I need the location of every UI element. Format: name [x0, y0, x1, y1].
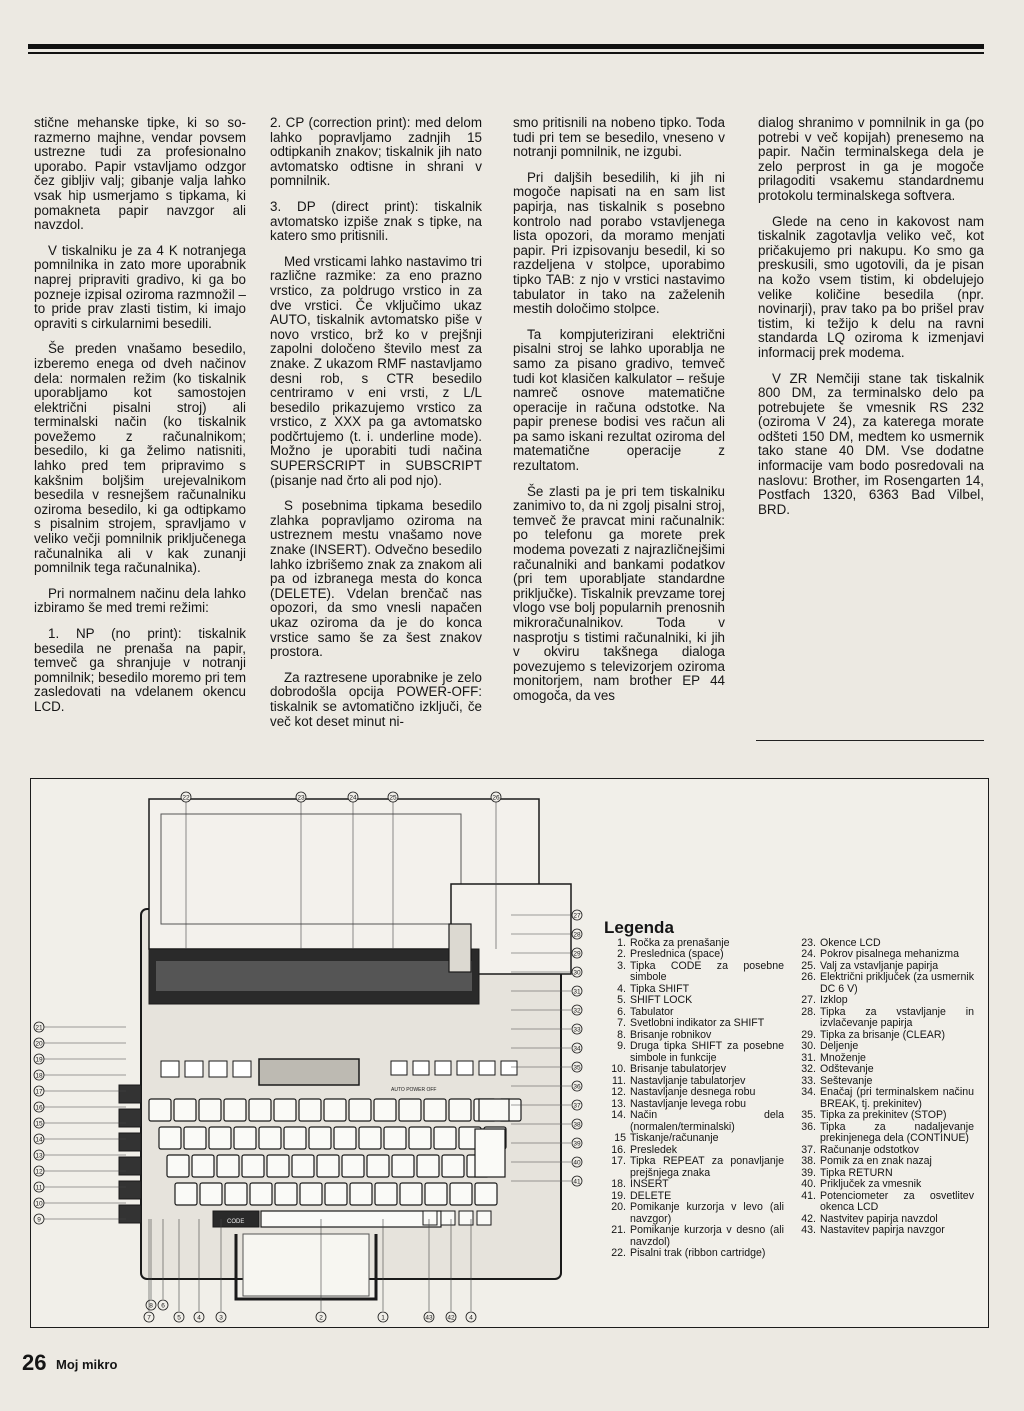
- legend-number: 25.: [801, 959, 816, 972]
- legend-item: [604, 1133, 784, 1145]
- paragraph: Še zlasti pa je pri tem tiskalniku zanimivo to, da ni zgolj pisalni stroj, temveč že pravcat mini računalnik: po telefonu ga morete prek modema povezati z najrazličnejšimi računalniki and bankami podatkov (pri tem uporabljate standardne priključke). Tiskalnik prevzame torej vlogo vse bolj popularnih prenosnih mikroračunalnikov. Toda v nasprotju s tistimi računalniki, ki jih v okviru takšnega dialoga povezujemo s televizorjem oziroma monitorjem, nam brother EP 44 omogoča, da ves: [513, 483, 725, 703]
- callout-left: 10: [35, 1200, 43, 1208]
- legend-text: Nastavljanje levega robu: [630, 1097, 747, 1110]
- keyboard-key: [174, 1099, 196, 1121]
- legend-number: 38.: [801, 1155, 816, 1167]
- magazine-name: Moj mikro: [56, 1357, 118, 1372]
- legend-number: 30.: [801, 1040, 816, 1052]
- paragraph: Pri daljših besedilih, ki jih ni mogoče napisati na en sam list papirja, nas tiskalnik s posebno kontrolo nad porabo vstavljenega lista opozori, da moramo menjati papir. Pri izpisovanju besedil, ki so razdeljena v stolpce, uporabimo tipko TAB: z njo v vrstici nastavimo tabulator in tako na zaželenih mestih določimo stolpce.: [513, 169, 725, 317]
- callout-right: 41: [573, 1178, 581, 1186]
- legend-number: 2.: [617, 948, 626, 960]
- legend-text: Brisanje robnikov: [630, 1028, 712, 1041]
- callout-top: 24: [349, 794, 357, 802]
- legend-number: 35.: [801, 1109, 816, 1121]
- keyboard-key: [250, 1183, 272, 1205]
- legend-text: Tipka za prekinitev (STOP): [820, 1109, 947, 1121]
- callout-bottom: 5: [177, 1314, 181, 1322]
- function-key: [185, 1061, 203, 1077]
- legend-item: [794, 1064, 974, 1076]
- paragraph: 2. CP (correction print): med delom lahko popravljamo zadnjih 15 odtipkanih znakov; tiskalnik jih nato avtomatsko odtisne in shrani v pomnilnik.: [270, 115, 482, 189]
- legend-text: Tipka RETURN: [820, 1166, 893, 1179]
- callout-left: 13: [35, 1152, 43, 1160]
- callout-bottom: 6: [161, 1302, 165, 1310]
- paragraph: stične mehanske tipke, ki so so-razmerno majhne, vendar povsem ustrezne tudi za profesionalno uporabo. Papir vstavljamo odzgor čez gibljiv valj; gibanje valja lahko vsak hip usmerjamo s tipkama, ki pomakneta papir navzgor ali navzdol.: [34, 115, 246, 233]
- legend-number: 19.: [611, 1189, 626, 1202]
- keyboard-key: [367, 1155, 389, 1177]
- arrow-key: [477, 1211, 491, 1225]
- legend-number: 43.: [801, 1224, 816, 1236]
- legend-text: Nastavitev papirja navzgor: [820, 1224, 945, 1236]
- legend-number: 31.: [801, 1051, 816, 1064]
- keyboard-key: [259, 1127, 281, 1149]
- keyboard-key: [400, 1183, 422, 1205]
- keyboard-key: [324, 1099, 346, 1121]
- legend-number: 12.: [611, 1086, 626, 1098]
- header-rule: [28, 44, 984, 49]
- callout-right: 31: [573, 988, 581, 996]
- calc-key: [501, 1061, 517, 1075]
- legend-item: [794, 1110, 974, 1122]
- keyboard-key: [184, 1127, 206, 1149]
- legend-item: [604, 1225, 784, 1248]
- callout-left: 11: [35, 1184, 43, 1192]
- callout-bottom: 8: [149, 1302, 153, 1310]
- callout-bottom: 43: [425, 1314, 433, 1322]
- legend-item: [794, 1156, 974, 1168]
- keyboard-key: [209, 1127, 231, 1149]
- legend-number: 24.: [801, 948, 816, 960]
- legend-text: Druga tipka SHIFT za posebne simbole in funkcije: [630, 1040, 784, 1064]
- legend-number: 33.: [801, 1074, 816, 1087]
- callout-left: 9: [37, 1216, 41, 1224]
- callout-left: 19: [35, 1056, 43, 1064]
- paragraph: smo pritisnili na nobeno tipko. Toda tudi pri tem se besedilo, vneseno v notranji pomnilnik, ne izgubi.: [513, 115, 725, 160]
- legend-item: [604, 1018, 784, 1030]
- keyboard-key: [167, 1155, 189, 1177]
- legend-number: 34.: [801, 1086, 816, 1098]
- callout-right: 34: [573, 1045, 581, 1053]
- legend-number: 26.: [801, 971, 816, 983]
- legend-item: [794, 1007, 974, 1030]
- text-column-3: [513, 116, 725, 715]
- backspace-key: [479, 1099, 509, 1121]
- keyboard-key: [425, 1183, 447, 1205]
- paragraph: Med vrsticami lahko nastavimo tri različne razmike: za eno prazno vrstico, za poldrugo vrstico in za dve vrstici. Če vključimo ukaz AUTO, tiskalnik avtomatsko piše v novo vrstico, brž ko v prejšnji zapolni določeno število mest za znake. Z ukazom RMF nastavljamo desni rob, s CTR besedilo centriramo v eni vrsti, z L/L besedilo prikazujemo vrstico za vrstico, z XXX pa ga avtomatsko podčrtujemo (t. i. underline mode). Možno je uporabiti tudi načina SUPERSCRIPT in SUBSCRIPT (pisanje nad črto ali pod njo).: [270, 253, 482, 488]
- legend-item: [604, 1041, 784, 1064]
- callout-bottom: 42: [447, 1314, 455, 1322]
- legend-number: 37.: [801, 1143, 816, 1156]
- keyboard-key: [349, 1099, 371, 1121]
- legend-text: Okence LCD: [820, 936, 881, 949]
- keyboard-key: [149, 1099, 171, 1121]
- paragraph: 1. NP (no print): tiskalnik besedila ne prenaša na papir, temveč ga shranjuje v notranji pomnilnik; besedilo moremo pri tem zasledovati na vdelanem okencu LCD.: [34, 626, 246, 714]
- keyboard-key: [300, 1183, 322, 1205]
- keyboard-key: [242, 1155, 264, 1177]
- legend-number: 41.: [801, 1189, 816, 1202]
- keyboard-key: [192, 1155, 214, 1177]
- paragraph: Za raztresene uporabnike je zelo dobrodošla opcija POWER-OFF: tiskalnik se avtomatično izključi, če več kot deset minut ni-: [270, 669, 482, 729]
- legend-item: [604, 995, 784, 1007]
- callout-top: 22: [182, 794, 190, 802]
- keyboard-key: [249, 1099, 271, 1121]
- callout-right: 29: [573, 950, 581, 958]
- legend-number: 40.: [801, 1178, 816, 1190]
- callout-right: 38: [573, 1121, 581, 1129]
- legend-item: [794, 1225, 974, 1237]
- legend-text: Tabulator: [630, 1005, 674, 1018]
- keyboard-key: [299, 1099, 321, 1121]
- legend-number: 20.: [611, 1201, 626, 1213]
- legend-text: Tipka CODE za posebne simbole: [630, 959, 784, 983]
- platen: [156, 961, 472, 991]
- callout-left: 15: [35, 1120, 43, 1128]
- arrow-key: [441, 1211, 455, 1225]
- legend-number: 16.: [611, 1143, 626, 1156]
- text-column-2: [270, 116, 482, 740]
- keyboard-key: [284, 1127, 306, 1149]
- legend-text: Preslednica (space): [630, 948, 724, 960]
- callout-right: 39: [573, 1140, 581, 1148]
- callout-bottom: 7: [147, 1314, 151, 1322]
- keyboard-key: [342, 1155, 364, 1177]
- callout-left: 12: [35, 1168, 43, 1176]
- legend-text: Ročka za prenašanje: [630, 936, 730, 949]
- callout-right: 36: [573, 1083, 581, 1091]
- legend-number: 23.: [801, 936, 816, 949]
- keyboard-key: [442, 1155, 464, 1177]
- callout-right: 37: [573, 1102, 581, 1110]
- return-key: [475, 1129, 505, 1177]
- legend-number: 3.: [617, 959, 626, 972]
- keyboard-key: [234, 1127, 256, 1149]
- keyboard-key: [384, 1127, 406, 1149]
- legend-item: [604, 1202, 784, 1225]
- side-key: [119, 1181, 141, 1199]
- legend-text: Seštevanje: [820, 1074, 873, 1087]
- keyboard-key: [392, 1155, 414, 1177]
- legend-text: Električni priključek (za usmernik DC 6 V): [820, 971, 974, 995]
- keyboard-key: [275, 1183, 297, 1205]
- legend-text: Tipka SHIFT: [630, 982, 690, 995]
- legend-text: Valj za vstavljanje papirja: [820, 959, 939, 972]
- legend-text: Tipka REPEAT za ponavljanje prejšnjega znaka: [630, 1155, 784, 1179]
- legend-text: SHIFT LOCK: [630, 994, 693, 1006]
- legend-text: Tipka za brisanje (CLEAR): [820, 1028, 946, 1041]
- keyboard-key: [449, 1099, 471, 1121]
- legend-number: 9.: [617, 1040, 626, 1052]
- legend-item: [794, 949, 974, 961]
- legend-text: Pomik za en znak nazaj: [820, 1155, 932, 1167]
- keyboard-key: [175, 1183, 197, 1205]
- legend-text: Pokrov pisalnega mehanizma: [820, 948, 959, 960]
- legend-item: [794, 1191, 974, 1214]
- legend-number: 15: [614, 1132, 626, 1144]
- legend-text: Presledek: [630, 1143, 678, 1156]
- calc-key: [413, 1061, 429, 1075]
- legend-number: 29.: [801, 1028, 816, 1041]
- legend-text: Tipka za nadaljevanje prekinjenega dela (CONTINUE): [820, 1120, 974, 1144]
- keyboard-key: [217, 1155, 239, 1177]
- legend-item: [794, 1122, 974, 1145]
- calc-key: [391, 1061, 407, 1075]
- callout-right: 35: [573, 1064, 581, 1072]
- keyboard-key: [199, 1099, 221, 1121]
- lcd-window: [259, 1059, 359, 1085]
- column-end-rule: [756, 740, 984, 741]
- legend-column-left: [604, 938, 784, 1260]
- legend-number: 18.: [611, 1178, 626, 1190]
- legend-text: Množenje: [820, 1051, 866, 1064]
- keyboard-key: [224, 1099, 246, 1121]
- keyboard-key: [417, 1155, 439, 1177]
- side-key: [119, 1085, 141, 1103]
- paragraph: Še preden vnašamo besedilo, izberemo enega od dveh načinov dela: normalen režim (ko tiskalnik uporabljamo kot samostojen električni pisalni stroj) ali terminalski način (ko tiskalnik povežemo z računalnikom; besedilo, ki ga želimo natisniti, lahko pred tem pripravimo s kakšnim boljšim urejevalnikom besedila v resnejšem računalniku oziroma besedilo, ki ga odtipkamo s pisalnim strojem, spravljamo v veliko večji pomnilnik priključenega računalnika ali v kak zunanji pomnilnik tega računalnika).: [34, 341, 246, 576]
- keyboard-key: [309, 1127, 331, 1149]
- legend-item: [794, 1179, 974, 1191]
- legend-item: [604, 1087, 784, 1099]
- legend-text: Nastavljanje tabulatorjev: [630, 1074, 746, 1087]
- legend-item: [794, 972, 974, 995]
- legend-text: INSERT: [630, 1178, 669, 1190]
- callout-left: 14: [35, 1136, 43, 1144]
- callout-right: 30: [573, 969, 581, 977]
- callout-right: 32: [573, 1007, 581, 1015]
- keyboard-key: [374, 1099, 396, 1121]
- legend-text: Tipka za vstavljanje in izvlačevanje papirja: [820, 1005, 974, 1029]
- legend-number: 1.: [617, 936, 626, 949]
- legend-text: Odštevanje: [820, 1063, 874, 1075]
- legend-item: [604, 1110, 784, 1133]
- callout-left: 18: [35, 1072, 43, 1080]
- legend-item: [604, 961, 784, 984]
- space-bar: [261, 1211, 441, 1227]
- legend-number: 11.: [612, 1074, 626, 1087]
- legend: [604, 918, 984, 1260]
- legend-text: Tiskanje/računanje: [630, 1132, 719, 1144]
- keyboard-key: [424, 1099, 446, 1121]
- legend-text: Priključek za vmesnik: [820, 1178, 922, 1190]
- callout-top: 26: [492, 794, 500, 802]
- callout-bottom: 4: [197, 1314, 201, 1322]
- legend-item: [604, 1179, 784, 1191]
- legend-text: Svetlobni indikator za SHIFT: [630, 1017, 765, 1029]
- legend-text: Pomikanje kurzorja v desno (ali navzdol): [630, 1224, 784, 1248]
- keyboard-key: [225, 1183, 247, 1205]
- legend-column-right: [794, 938, 974, 1260]
- legend-text: Nastavljanje desnega robu: [630, 1086, 756, 1098]
- function-key: [233, 1061, 251, 1077]
- legend-text: Pomikanje kurzorja v levo (ali navzgor): [630, 1201, 784, 1225]
- callout-bottom: 3: [219, 1314, 223, 1322]
- callout-left: 16: [35, 1104, 43, 1112]
- legend-number: 27.: [801, 994, 816, 1006]
- paragraph: V tiskalniku je za 4 K notranjega pomnilnika in zato more uporabnik naprej pripraviti gradivo, ki ga bo pozneje izpisal oziroma razmnožil – to pride prav zlasti tistim, ki imajo opraviti s cirkularnimi besedili.: [34, 242, 246, 331]
- side-key: [119, 1205, 141, 1223]
- arrow-key: [423, 1211, 437, 1225]
- page-number: 26: [22, 1350, 47, 1375]
- legend-number: 22.: [611, 1247, 626, 1259]
- legend-number: 5.: [617, 994, 626, 1006]
- callout-right: 40: [573, 1159, 581, 1167]
- keyboard-key: [375, 1183, 397, 1205]
- callout-right: 33: [573, 1026, 581, 1034]
- keyboard-key: [334, 1127, 356, 1149]
- legend-text: Potenciometer za osvetlitev okenca LCD: [820, 1189, 974, 1213]
- legend-number: 32.: [801, 1063, 816, 1075]
- side-key: [119, 1109, 141, 1127]
- callout-bottom: 1: [381, 1314, 385, 1322]
- legend-number: 28.: [801, 1005, 816, 1018]
- keyboard-key: [267, 1155, 289, 1177]
- legend-number: 14.: [611, 1109, 626, 1121]
- legend-number: 4.: [617, 982, 626, 995]
- legend-item: [794, 1041, 974, 1053]
- callout-bottom: 2: [319, 1314, 323, 1322]
- handle-inner: [243, 1234, 369, 1296]
- calc-key: [457, 1061, 473, 1075]
- legend-text: Izklop: [820, 994, 848, 1006]
- keyboard-key: [399, 1099, 421, 1121]
- calc-key: [435, 1061, 451, 1075]
- function-key: [161, 1061, 179, 1077]
- legend-title: Legenda: [604, 918, 674, 937]
- legend-text: Deljenje: [820, 1040, 859, 1052]
- ribbon-cartridge: [449, 924, 471, 972]
- keyboard-key: [359, 1127, 381, 1149]
- paragraph: Pri normalnem načinu dela lahko izbiramo še med tremi režimi:: [34, 585, 246, 616]
- callout-left: 21: [35, 1024, 43, 1032]
- code-key-label: CODE: [227, 1219, 245, 1225]
- legend-text: Pisalni trak (ribbon cartridge): [630, 1247, 766, 1259]
- keyboard-key: [350, 1183, 372, 1205]
- callout-top: 23: [297, 794, 305, 802]
- header-rule-thin: [28, 52, 984, 54]
- legend-number: 36.: [801, 1120, 816, 1133]
- legend-number: 21.: [611, 1224, 626, 1236]
- legend-item: [794, 995, 974, 1007]
- legend-number: 42.: [801, 1212, 816, 1225]
- keyboard-key: [409, 1127, 431, 1149]
- keyboard-key: [317, 1155, 339, 1177]
- legend-number: 13.: [611, 1097, 626, 1110]
- keyboard-key: [434, 1127, 456, 1149]
- paragraph: V ZR Nemčiji stane tak tiskalnik 800 DM, za terminalsko delo pa potrebujete še vmesnik RS 232 (oziroma V 24), za katerega morate odšteti 150 DM, medtem ko usmernik tako stane 40 DM. Vse dodatne informacije vam bodo posredovali na naslovu: Brother, im Rosengarten 14, Postfach 1320, 6363 Bad Vilbel, BRD.: [758, 370, 984, 517]
- legend-number: 39.: [801, 1166, 816, 1179]
- text-column-1: [34, 116, 246, 726]
- callout-bottom: 4: [469, 1314, 473, 1322]
- side-key: [119, 1157, 141, 1175]
- legend-number: 8.: [617, 1028, 626, 1041]
- paragraph: dialog shranimo v pomnilnik in ga (po potrebi v več kopijah) prenesemo na papir. Način terminalskega dela je zelo perprost in ga je mogoče prilagoditi vsakemu standardnemu protokolu terminalskega softvera.: [758, 115, 984, 203]
- keyboard-key: [200, 1183, 222, 1205]
- legend-item: [604, 1248, 784, 1260]
- paragraph: S posebnima tipkama besedilo zlahka popravljamo oziroma na ustreznem mestu vnašamo nove znake (INSERT). Odvečno besedilo lahko izbrišemo znak za znakom ali pa od izbranega mesta do konca (DELETE). Vdelan brenčač nas opozori, da smo vnesli napačen ukaz oziroma da je do konca vrstice samo še za šest znakov prostora.: [270, 498, 482, 660]
- legend-number: 17.: [611, 1155, 626, 1167]
- legend-text: Nastvitev papirja navzdol: [820, 1212, 938, 1225]
- legend-text: Način dela (normalen/terminalski): [630, 1109, 784, 1133]
- keyboard-key: [325, 1183, 347, 1205]
- legend-text: Enačaj (pri terminalskem načinu BREAK, tj. prekinitev): [820, 1086, 974, 1110]
- keyboard-key: [159, 1127, 181, 1149]
- side-key: [119, 1133, 141, 1151]
- callout-right: 27: [573, 912, 581, 920]
- paragraph: Glede na ceno in kakovost nam tiskalnik zagotavlja veliko več, kot pričakujemo pri nakupu. Ko smo ga preskusili, smo ugotovili, da je pisan na kožo vsem tistim, ki obdelujejo velike količine besedila (npr. novinarji), prav tako pa bo prišel prav tistim, ki težijo k delu na ravni standarda LQ oziroma k izmenjavi informacij prek modema.: [758, 213, 984, 360]
- text-column-4: [758, 116, 984, 528]
- paragraph: Ta kompjuterizirani električni pisalni stroj se lahko uporablja ne samo za pisano gradivo, temveč tudi kot klasičen kalkulator – rešuje namreč osnove matematične operacije in računa odstotke. Na papir prenese bodisi ves račun ali pa samo iskani rezultat oziroma del matematične operacije z rezultatom.: [513, 326, 725, 474]
- callout-left: 20: [35, 1040, 43, 1048]
- callout-top: 25: [389, 794, 397, 802]
- legend-item: [604, 949, 784, 961]
- keyboard-key: [274, 1099, 296, 1121]
- callout-right: 28: [573, 931, 581, 939]
- legend-item: [604, 1064, 784, 1076]
- legend-text: DELETE: [630, 1189, 672, 1202]
- keyboard-key: [450, 1183, 472, 1205]
- legend-number: 6.: [617, 1005, 626, 1018]
- paragraph: 3. DP (direct print): tiskalnik avtomatsko izpiše znak s tipke, na katero smo pritisnili.: [270, 198, 482, 244]
- legend-number: 10.: [611, 1063, 626, 1075]
- function-key: [209, 1061, 227, 1077]
- keyboard-key: [292, 1155, 314, 1177]
- legend-text: Računanje odstotkov: [820, 1143, 919, 1156]
- legend-number: 7.: [617, 1017, 626, 1029]
- callout-left: 17: [35, 1088, 43, 1096]
- keyboard-key: [475, 1183, 497, 1205]
- power-off-label: AUTO POWER OFF: [391, 1087, 437, 1093]
- calc-key: [479, 1061, 495, 1075]
- legend-text: Brisanje tabulatorjev: [630, 1063, 726, 1075]
- legend-item: [604, 1156, 784, 1179]
- legend-item: [794, 1087, 974, 1110]
